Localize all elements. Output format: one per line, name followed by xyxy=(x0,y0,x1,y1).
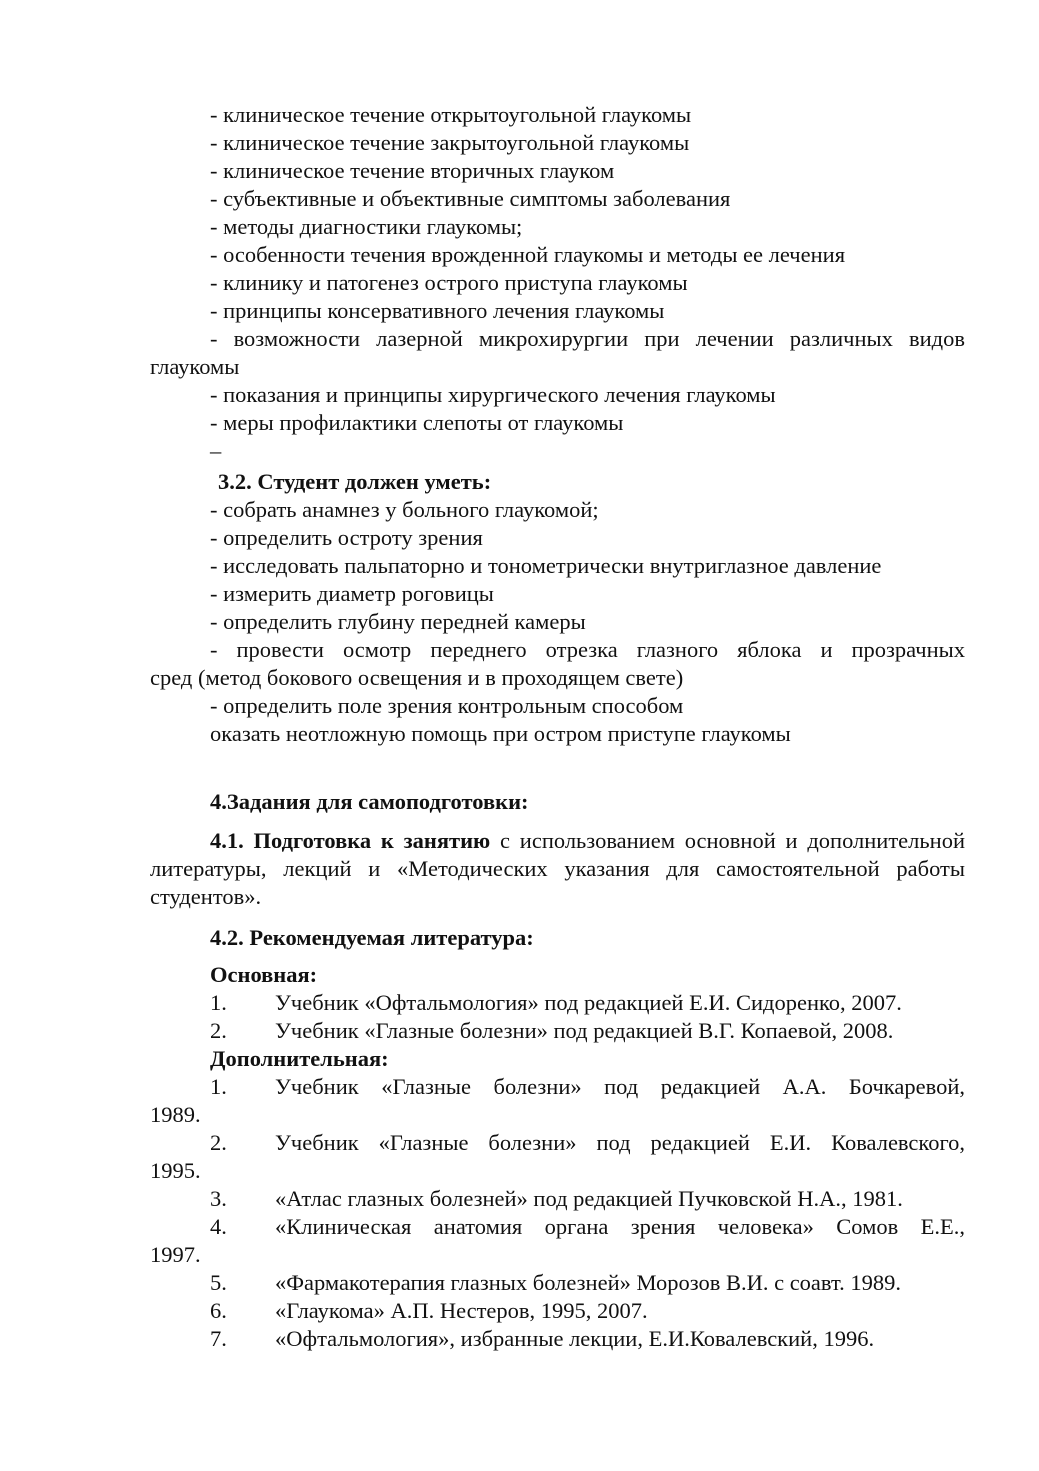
section-heading: 3.2. Студент должен уметь: xyxy=(218,469,492,494)
reference-item xyxy=(150,1269,965,1297)
reference-text: «Клиническая анатомия органа зрения человека» Сомов Е.Е., xyxy=(275,1214,965,1239)
list-item: - субъективные и объективные симптомы заболевания xyxy=(210,186,731,211)
reference-text-continuation: 1989. xyxy=(150,1102,201,1127)
reference-text-continuation: 1995. xyxy=(150,1158,201,1183)
section-heading: 4.2. Рекомендуемая литература: xyxy=(210,925,534,950)
list-item: - показания и принципы хирургического лечения глаукомы xyxy=(210,382,776,407)
reference-text: Учебник «Глазные болезни» под редакцией А.А. Бочкаревой, xyxy=(275,1074,965,1099)
list-item: - возможности лазерной микрохирургии при лечении различных видов xyxy=(210,326,965,351)
list-item: – xyxy=(210,438,222,463)
reference-item xyxy=(150,1297,965,1325)
list-item-continuation: сред (метод бокового освещения и в проходящем свете) xyxy=(150,665,684,690)
reference-number: 6. xyxy=(210,1298,227,1323)
list-item: - измерить диаметр роговицы xyxy=(210,581,494,606)
list-item: - методы диагностики глаукомы; xyxy=(210,214,523,239)
reference-number: 1. xyxy=(210,990,227,1015)
list-item-continuation: глаукомы xyxy=(150,354,240,379)
subsection-heading: Основная: xyxy=(210,962,318,987)
reference-number: 4. xyxy=(210,1214,227,1239)
section-heading: 4.Задания для самоподготовки: xyxy=(210,789,529,814)
list-item: - клиническое течение вторичных глауком xyxy=(210,158,615,183)
task-text: с использованием основной и дополнительной литературы, лекций и «Методических указания для самостоятельной работы студентов». xyxy=(150,828,965,909)
reference-number: 3. xyxy=(210,1186,227,1211)
reference-text: «Глаукома» А.П. Нестеров, 1995, 2007. xyxy=(275,1298,648,1323)
list-item: - клинику и патогенез острого приступа глаукомы xyxy=(210,270,688,295)
reference-text: Учебник «Глазные болезни» под редакцией Е.И. Ковалевского, xyxy=(275,1130,965,1155)
reference-number: 2. xyxy=(210,1130,227,1155)
task-label: 4.1. Подготовка к занятию xyxy=(210,828,491,853)
reference-number: 5. xyxy=(210,1270,227,1295)
list-item: - провести осмотр переднего отрезка глазного яблока и прозрачных xyxy=(210,637,965,662)
list-item: - клиническое течение открытоугольной глаукомы xyxy=(210,102,692,127)
reference-text: «Атлас глазных болезней» под редакцией Пучковской Н.А., 1981. xyxy=(275,1186,903,1211)
list-item: - определить остроту зрения xyxy=(210,525,483,550)
reference-item xyxy=(150,1017,965,1045)
subsection-heading: Дополнительная: xyxy=(210,1046,389,1071)
reference-number: 7. xyxy=(210,1326,227,1351)
reference-item xyxy=(150,1129,965,1185)
reference-text: «Фармакотерапия глазных болезней» Морозов В.И. с соавт. 1989. xyxy=(275,1270,901,1295)
task-paragraph xyxy=(150,827,965,911)
reference-text: Учебник «Глазные болезни» под редакцией В.Г. Копаевой, 2008. xyxy=(275,1018,894,1043)
list-item: - определить поле зрения контрольным способом xyxy=(210,693,684,718)
list-item: - особенности течения врожденной глаукомы и методы ее лечения xyxy=(210,242,846,267)
reference-text-continuation: 1997. xyxy=(150,1242,201,1267)
reference-text: Учебник «Офтальмология» под редакцией Е.И. Сидоренко, 2007. xyxy=(275,990,902,1015)
list-item: - исследовать пальпаторно и тонометрически внутриглазное давление xyxy=(210,553,882,578)
list-item: - собрать анамнез у больного глаукомой; xyxy=(210,497,599,522)
reference-item xyxy=(150,1073,965,1129)
reference-item xyxy=(150,1325,965,1353)
list-item: оказать неотложную помощь при остром приступе глаукомы xyxy=(210,721,791,746)
list-item: - меры профилактики слепоты от глаукомы xyxy=(210,410,624,435)
list-item: - клиническое течение закрытоугольной глаукомы xyxy=(210,130,690,155)
reference-text: «Офтальмология», избранные лекции, Е.И.Ковалевский, 1996. xyxy=(275,1326,875,1351)
reference-number: 2. xyxy=(210,1018,227,1043)
list-item: - определить глубину передней камеры xyxy=(210,609,586,634)
list-item: - принципы консервативного лечения глаукомы xyxy=(210,298,665,323)
reference-item xyxy=(150,989,965,1017)
reference-item xyxy=(150,1185,965,1213)
reference-item xyxy=(150,1213,965,1269)
reference-number: 1. xyxy=(210,1074,227,1099)
